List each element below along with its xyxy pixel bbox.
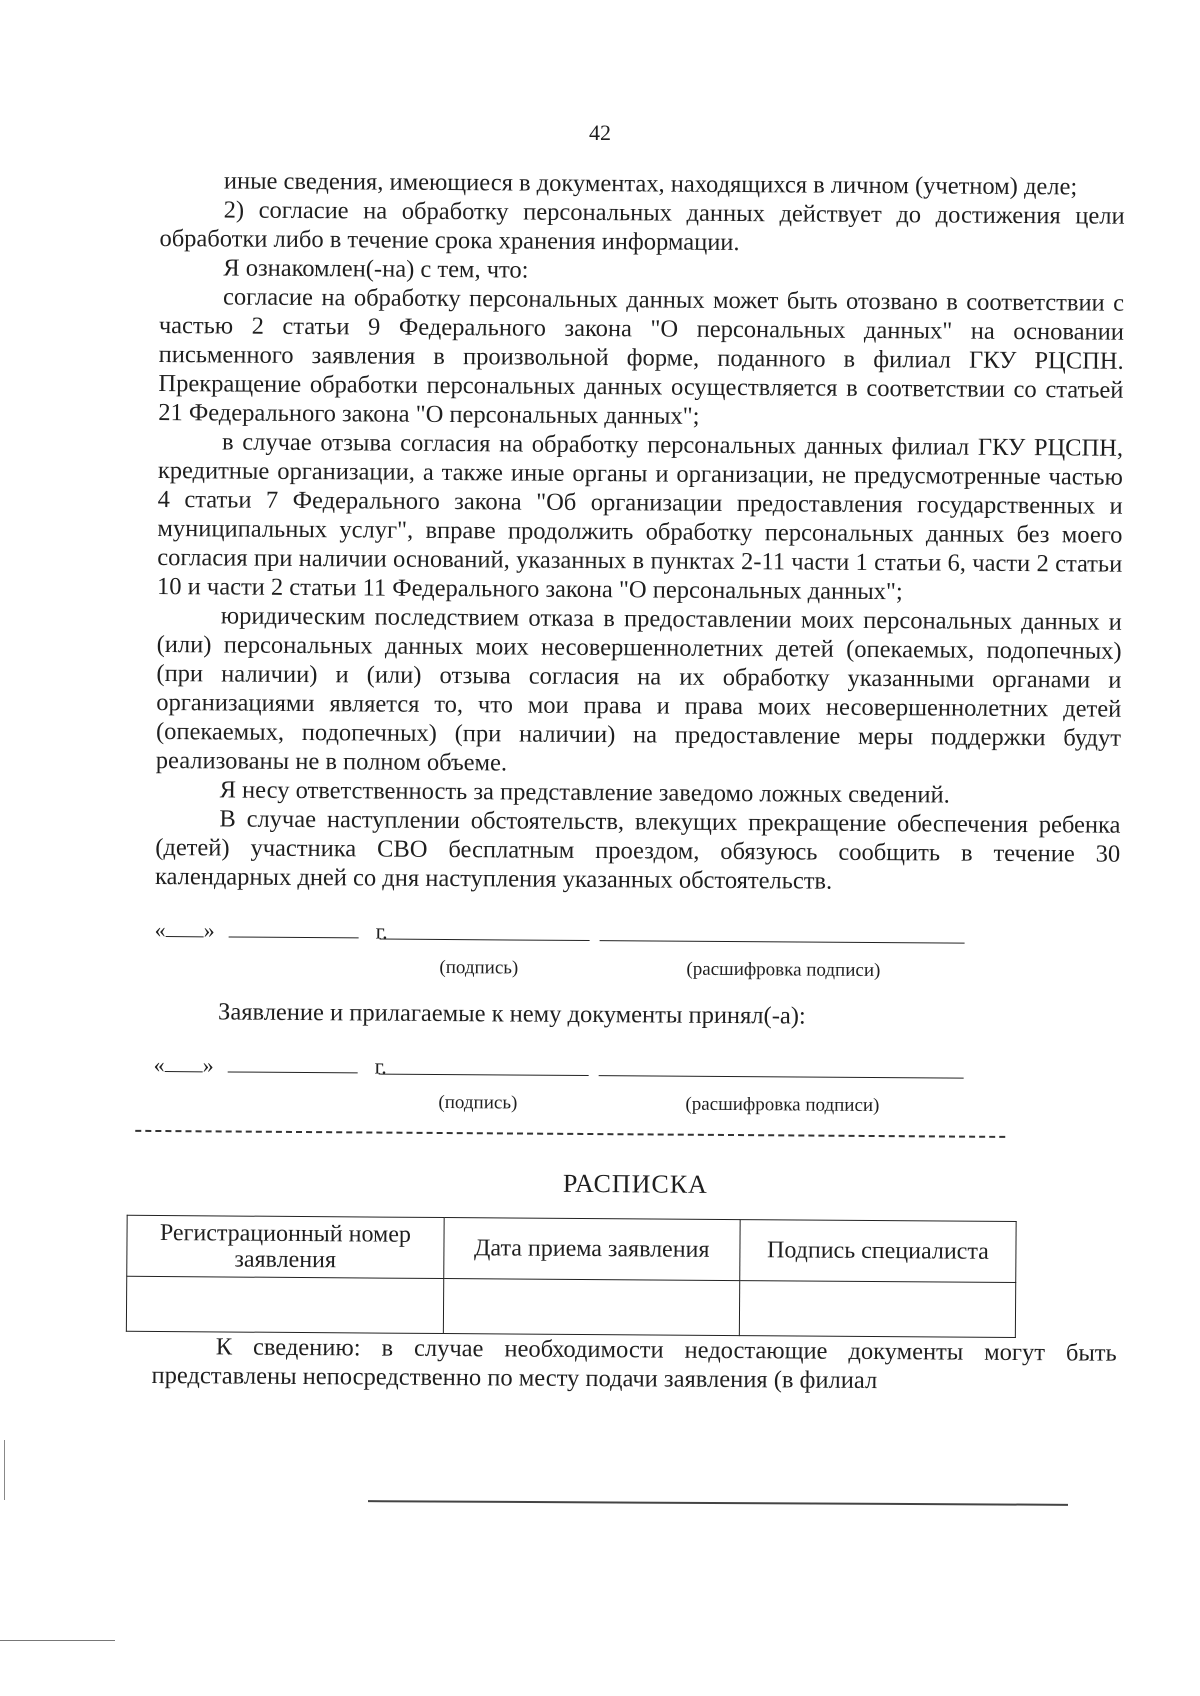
paragraph-responsibility: Я несу ответственность за представление заведомо ложных сведений. [219,776,950,809]
date-field [155,915,388,946]
paragraph-consent-revocation: согласие на обработку персональных данных может быть отозвано в соответствии с частью 2 статьи 9 Федерального закона "О персональных данных" на основании письменного заявления в произвольной форме, поданного в филиал ГКУ РЦСПН. Прекращение обработки персональных данных осуществляется в соответствии со статьей 21 Федерального закона "О персональных данных"; [158,283,1125,430]
signature-line[interactable] [379,1074,589,1076]
quote-close: » [202,1052,214,1078]
footer-note: К сведению: в случае необходимости недостающие документы могут быть представлены непосредственно по месту подачи заявления (в филиал [151,1333,1117,1395]
cell-registration-number[interactable] [126,1276,443,1333]
receipt-table [126,1215,1017,1338]
page-number: 42 [589,120,611,145]
paragraph-obligation: В случае наступлении обстоятельств, влекущих прекращение обеспечения ребенка (детей) участника СВО бесплатным проездом, обязуюсь сообщить в течение 30 календарных дней со дня наступления указанных обстоятельств. [154,805,1121,895]
signature-caption: (подпись) [439,956,519,979]
paragraph-revocation-consequence: в случае отзыва согласия на обработку персональных данных филиал ГКУ РЦСПН, кредитные организации, а также иные органы и организации, не предусмотренные частью 4 статьи 7 Федерального закона "Об организации предоставления государственных и муниципальных услуг", вправе продолжить обработку персональных данных без моего согласия при наличии оснований, указанных в пунктах 2-11 части 1 статьи 6, части 2 статьи 10 и части 2 статьи 11 Федерального закона "О персональных данных"; [156,428,1124,606]
paragraph-refusal-consequence: юридическим последствием отказа в предоставлении моих персональных данных и (или) персональных данных моих несовершеннолетних детей (опекаемых, подопечных) (при наличии) и (или) отзыва согласия на их обработку указанными органами и организациями является то, что мои права и права моих несовершеннолетних детей (опекаемых, подопечных) (при наличии) на предоставление меры поддержки будут реализованы не в полном объеме. [155,602,1122,777]
paragraph-consent-duration: 2) согласие на обработку персональных данных действует до достижения цели обработки либо в течение срока хранения информации. [159,196,1125,257]
receiver-signature-block [153,1050,1118,1127]
month-blank[interactable] [228,918,358,938]
year-suffix: г. [375,918,388,944]
cell-application-date[interactable] [443,1279,740,1336]
quote-close: » [203,917,215,943]
decoding-caption: (расшифровка подписи) [685,1093,880,1117]
scan-mark-bottom [0,1640,115,1641]
month-blank[interactable] [227,1053,357,1073]
signature-caption: (подпись) [438,1091,518,1114]
decoding-caption: (расшифровка подписи) [686,958,881,982]
header-specialist-signature: Подпись специалиста [740,1220,1016,1283]
signature-line[interactable] [380,939,590,941]
header-application-date: Дата приема заявления [443,1218,740,1281]
paragraph-other-info: иные сведения, имеющиеся в документах, находящихся в личном (учетном) деле; [223,167,1078,201]
cell-specialist-signature[interactable] [739,1281,1015,1338]
day-blank[interactable] [166,918,204,937]
scan-mark-left [4,1440,5,1500]
header-registration-number: Регистрационный номер заявления [127,1215,444,1278]
document-body [151,166,1125,1397]
table-row [126,1276,1015,1337]
day-blank[interactable] [165,1053,203,1072]
decoding-line[interactable] [600,940,965,944]
footer-rule [368,1500,1068,1506]
accepted-statement: Заявление и прилагаемые к нему документы принял(-а): [218,998,806,1030]
decoding-line[interactable] [599,1075,964,1079]
quote-open: « [154,916,166,943]
cut-line [135,1130,1005,1138]
quote-open: « [153,1051,165,1078]
table-header-row [127,1215,1016,1282]
date-field [154,1050,387,1081]
paragraph-acknowledged: Я ознакомлен(-на) с тем, что: [223,254,529,284]
year-suffix: г. [374,1053,387,1079]
receipt-title: РАСПИСКА [562,1168,708,1199]
applicant-signature-block [154,915,1119,992]
